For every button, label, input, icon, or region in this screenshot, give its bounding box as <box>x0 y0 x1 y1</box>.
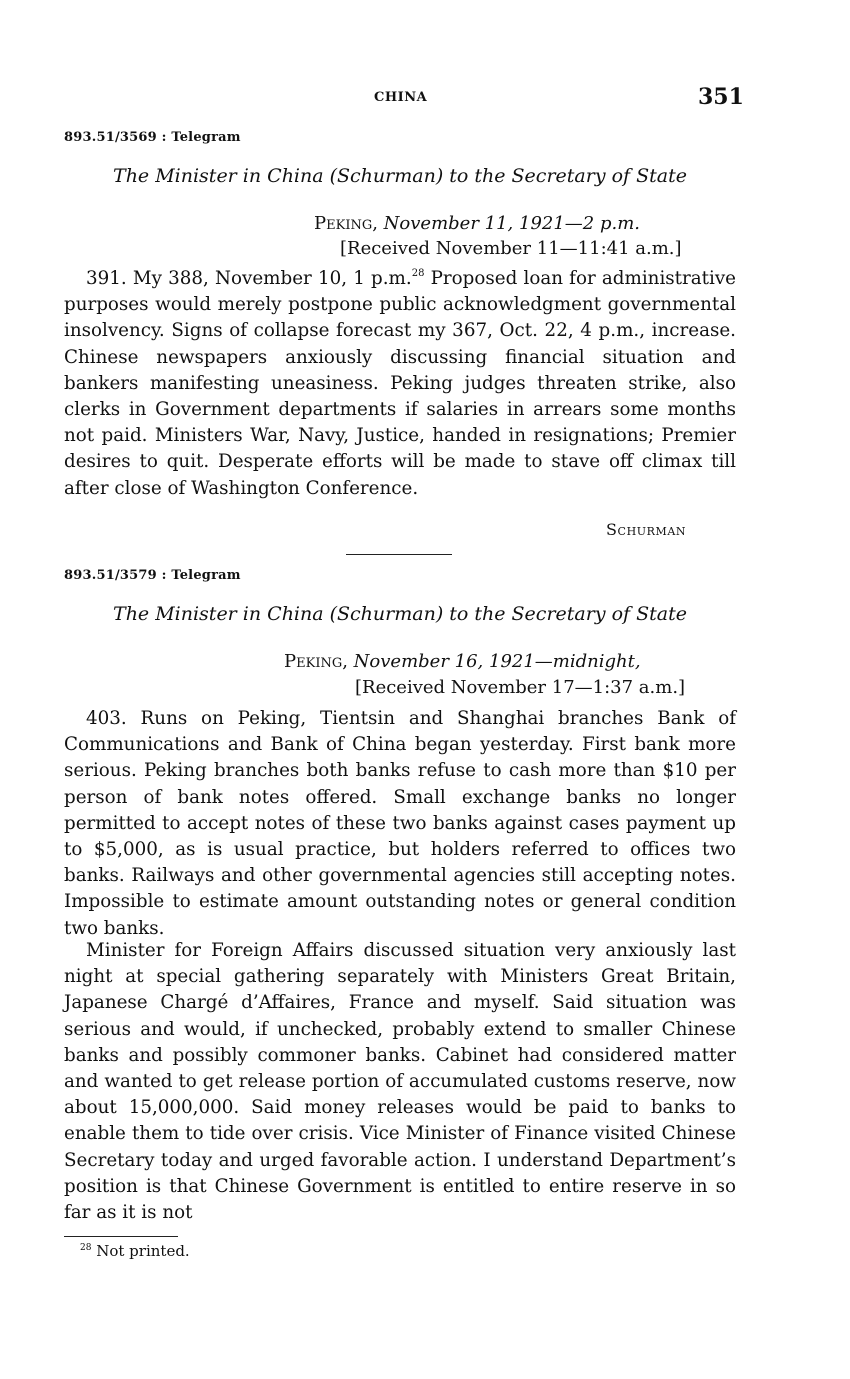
dateline-place: Peking, <box>314 213 378 234</box>
dateline <box>284 651 641 672</box>
file-number: 893.51/3579 : Telegram <box>64 568 241 583</box>
dateline-date: November 11, 1921—2 p.m. <box>383 213 641 234</box>
document-title: The Minister in China (Schurman) to the Secretary of State <box>113 165 687 187</box>
dateline-place: Peking, <box>284 651 348 672</box>
telegram-paragraph: Minister for Foreign Affairs discussed situation very anxiously last night at special gathering separately with Ministers Great Britain, Japanese Chargé d’Affaires, France and myself. Said situation was serious and would, if unchecked, probably extend to smaller Chinese banks and possibly commoner banks. Cabinet had considered matter and wanted to get release portion of accumulated customs reserve, now about 15,000,000. Said money releases would be paid to banks to enable them to tide over crisis. Vice Minister of Finance visited Chinese Secretary today and urged favorable action. I understand Department’s position is that Chinese Government is entitled to entire reserve in so far as it is not <box>64 940 736 1224</box>
file-number: 893.51/3569 : Telegram <box>64 130 241 145</box>
page-number: 351 <box>698 84 744 110</box>
footnote-rule <box>64 1236 178 1237</box>
dateline-date: November 16, 1921—midnight, <box>353 651 641 672</box>
received-line: [Received November 11—11:41 a.m.] <box>340 238 682 259</box>
signature: Schurman <box>606 520 687 539</box>
footnote <box>80 1242 190 1260</box>
document-title: The Minister in China (Schurman) to the Secretary of State <box>113 603 687 625</box>
telegram-paragraph: 403. Runs on Peking, Tientsin and Shanghai branches Bank of Communications and Bank of China began yesterday. First bank more serious. Peking branches both banks refuse to cash more than $10 per person of bank notes offered. Small exchange banks no longer permitted to accept notes of these two banks against cases payment up to $5,000, as is usual practice, but holders referred to offices two banks. Railways and other governmental agencies still accepting notes. Impossible to estimate amount outstanding notes or general condition two banks. <box>64 708 736 939</box>
received-line: [Received November 17—1:37 a.m.] <box>355 677 686 698</box>
section-divider <box>346 554 452 555</box>
body-text: 391. My 388, November 10, 1 p.m. <box>86 268 412 289</box>
dateline <box>314 213 640 234</box>
footnote-number: 28 <box>80 1243 92 1253</box>
telegram-body <box>64 266 736 502</box>
footnote-text: Not printed. <box>96 1242 190 1260</box>
footnote-reference: 28 <box>411 268 425 279</box>
body-text: Proposed loan for administrative purposes would merely postpone public acknowledgment governmental insolvency. Signs of collapse forecast my 367, Oct. 22, 4 p.m., increase. Chinese newspapers anxiously discussing financial situation and bankers manifesting uneasiness. Peking judges threaten strike, also clerks in Government departments if salaries in arrears some months not paid. Ministers War, Navy, Justice, handed in resignations; Premier desires to quit. Desperate efforts will be made to stave off climax till after close of Washington Conference. <box>64 268 736 499</box>
running-header: CHINA <box>374 90 428 105</box>
